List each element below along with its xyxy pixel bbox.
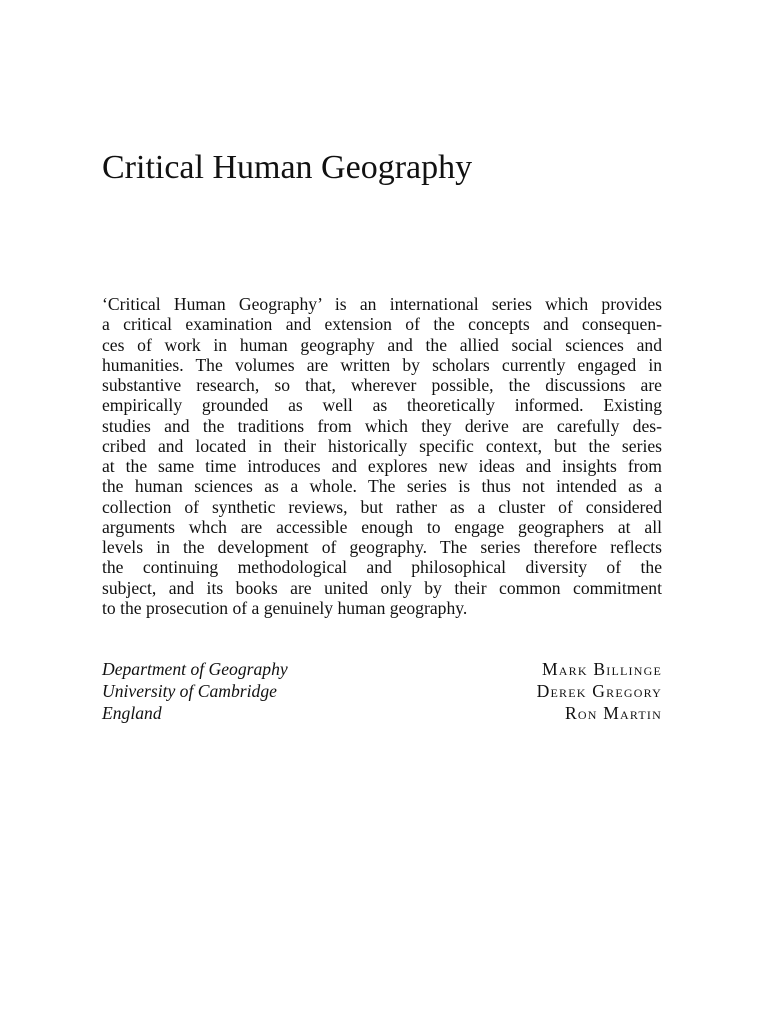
description-line: collection of synthetic reviews, but rather as a cluster of considered bbox=[102, 496, 662, 517]
description-line: ces of work in human geography and the allied social sciences and bbox=[102, 334, 662, 355]
description-line: empirically grounded as well as theoretically informed. Existing bbox=[102, 395, 662, 416]
description-line: humanities. The volumes are written by scholars currently engaged in bbox=[102, 354, 662, 375]
series-description bbox=[102, 294, 662, 618]
description-line: cribed and located in their historically specific context, but the series bbox=[102, 435, 662, 456]
description-line: the continuing methodological and philosophical diversity of the bbox=[102, 557, 662, 578]
description-line: ‘Critical Human Geography’ is an international series which provides bbox=[102, 294, 662, 314]
editor-name: Mark Billinge bbox=[541, 659, 662, 679]
description-line: at the same time introduces and explores new ideas and insights from bbox=[102, 456, 662, 476]
page-title: Critical Human Geography bbox=[102, 149, 473, 186]
description-line: levels in the development of geography. The series therefore reflects bbox=[102, 537, 662, 557]
description-line: a critical examination and extension of the concepts and consequen- bbox=[102, 314, 662, 335]
description-line: studies and the traditions from which they derive are carefully des- bbox=[102, 415, 662, 436]
description-line: arguments whch are accessible enough to engage geographers at all bbox=[102, 516, 662, 537]
description-line: subject, and its books are united only by their common commitment bbox=[102, 577, 662, 598]
description-line: the human sciences as a whole. The series is thus not intended as a bbox=[102, 476, 662, 497]
editor-name: Derek Gregory bbox=[536, 681, 662, 701]
address-department: Department of Geography bbox=[102, 659, 288, 679]
editor-name: Ron Martin bbox=[564, 703, 662, 723]
department-address bbox=[102, 658, 288, 724]
description-line: substantive research, so that, wherever possible, the discussions are bbox=[102, 375, 662, 395]
address-country: England bbox=[102, 703, 162, 723]
series-editors bbox=[537, 658, 662, 724]
description-line: to the prosecution of a genuinely human geography. bbox=[102, 597, 468, 618]
address-university: University of Cambridge bbox=[102, 681, 277, 701]
